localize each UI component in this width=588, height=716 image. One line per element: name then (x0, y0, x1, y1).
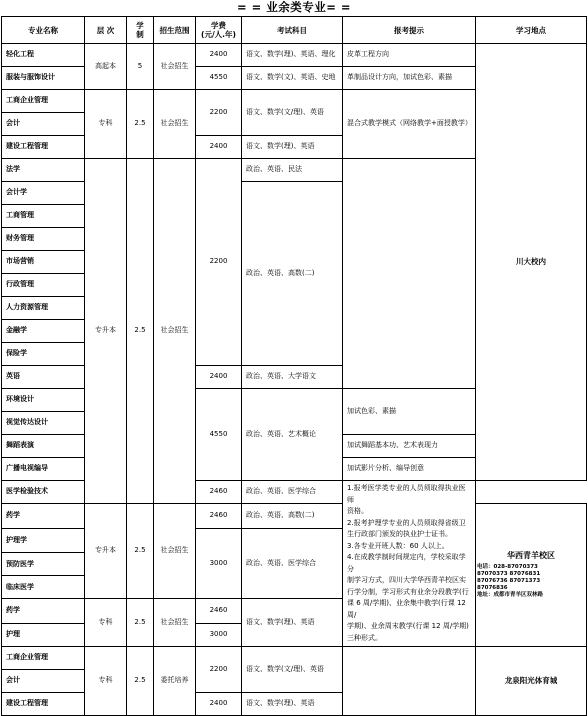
major-name: 工商企业管理 (2, 647, 85, 670)
scope-cell: 委托培养 (154, 647, 196, 716)
notes-cell: 加试舞蹈基本功、艺术表现力 (343, 435, 476, 458)
header-years-line: 制 (136, 30, 144, 39)
major-name: 广播电视编导 (2, 458, 85, 481)
note-line: 课 6 周/学期)、业余集中教学(行课 12 周/ (347, 599, 466, 619)
major-name: 轻化工程 (2, 44, 85, 67)
major-name: 临床医学 (2, 576, 85, 599)
page-title: = = 业余类专业= = (236, 0, 352, 14)
subjects-cell: 政治、英语、高数(二) (242, 182, 343, 366)
header-subjects: 考试科目 (242, 17, 343, 44)
note-line: 学期)、业余周末教学(行课 12 周/学期) (347, 622, 469, 630)
subjects-cell: 政治、英语、医学综合 (242, 528, 343, 599)
level-cell: 专科 (85, 90, 127, 159)
subjects-cell: 语文、数学(文/理)、英语 (242, 90, 343, 136)
major-name: 财务管理 (2, 228, 85, 251)
subjects-cell: 政治、英语、高数(二) (242, 504, 343, 529)
notes-cell: 加试影片分析、编导创意 (343, 458, 476, 481)
years-cell: 2.5 (127, 504, 154, 599)
subjects-cell: 语文、数学(理)、英语、理化 (242, 44, 343, 67)
level-cell: 专科 (85, 599, 127, 647)
fee-cell: 2460 (196, 481, 242, 504)
major-name: 会计学 (2, 182, 85, 205)
subjects-cell: 政治、英语、民法 (242, 159, 343, 182)
note-line: 4.在成教学制时间规定内，学校采取学分 (347, 553, 466, 573)
years-cell: 5 (127, 44, 154, 90)
scope-cell: 社会招生 (154, 159, 196, 504)
subjects-cell: 政治、英语、艺术概论 (242, 389, 343, 481)
level-cell: 专升本 (85, 159, 127, 504)
note-line: 三种形式。 (347, 633, 382, 642)
notes-cell: 革制品设计方向，加试色彩、素描 (343, 67, 476, 90)
subjects-cell: 政治、英语、医学综合 (242, 481, 343, 504)
header-years (127, 17, 154, 44)
major-name: 视觉传达设计 (2, 412, 85, 435)
major-name: 工商企业管理 (2, 90, 85, 113)
fee-cell: 3000 (196, 528, 242, 599)
location-contact: 87070373 87076831 (477, 570, 541, 577)
fee-cell: 2460 (196, 599, 242, 624)
fee-cell: 2200 (196, 647, 242, 693)
level-cell: 高起本 (85, 44, 127, 90)
note-line: 资格。 (347, 507, 368, 515)
notes-cell-medical (343, 481, 476, 647)
scope-cell: 社会招生 (154, 90, 196, 159)
years-cell: 2.5 (127, 159, 154, 504)
major-name: 服装与服饰设计 (2, 67, 85, 90)
header-notes: 报考提示 (343, 17, 476, 44)
notes-cell-empty (343, 647, 476, 716)
major-name: 建设工程管理 (2, 136, 85, 159)
level-cell: 专科 (85, 647, 127, 716)
level-cell: 专升本 (85, 504, 127, 599)
fee-cell: 2400 (196, 136, 242, 159)
years-cell: 2.5 (127, 90, 154, 159)
location-contact: 87076836 (477, 584, 508, 591)
location-cell-longquan: 龙泉阳光体育城 (476, 647, 587, 716)
header-scope: 招生范围 (154, 17, 196, 44)
fee-cell: 2400 (196, 693, 242, 716)
fee-cell: 2400 (196, 44, 242, 67)
major-name: 会计 (2, 670, 85, 693)
major-name: 行政管理 (2, 274, 85, 297)
note-line: 3.各专业开班人数：60 人以上。 (347, 541, 449, 550)
header-row (2, 17, 587, 44)
header-location: 学习地点 (476, 17, 587, 44)
subjects-cell: 语文、数学(理)、英语 (242, 136, 343, 159)
location-cell: 川大校内 (476, 44, 587, 481)
header-level: 层 次 (85, 17, 127, 44)
notes-cell: 皮革工程方向 (343, 44, 476, 67)
table-row (2, 504, 587, 529)
major-name: 工商管理 (2, 205, 85, 228)
major-name: 环境设计 (2, 389, 85, 412)
program-table (1, 16, 587, 716)
major-name: 英语 (2, 366, 85, 389)
fee-cell: 4550 (196, 67, 242, 90)
notes-cell: 加试色彩、素描 (343, 389, 476, 435)
major-name: 护理 (2, 624, 85, 647)
fee-cell: 2400 (196, 366, 242, 389)
fee-cell: 2200 (196, 159, 242, 366)
major-name: 法学 (2, 159, 85, 182)
fee-cell: 2200 (196, 90, 242, 136)
major-name: 人力资源管理 (2, 297, 85, 320)
subjects-cell: 语文、数学(理)、英语 (242, 693, 343, 716)
note-line: 生行政部门颁发的执业护士证书。 (347, 530, 452, 538)
location-address: 地址：成都市青羊区双林路 (477, 591, 544, 598)
major-name: 药学 (2, 599, 85, 624)
subjects-cell: 语文、数学(文)、英语、史地 (242, 67, 343, 90)
location-contact: 87076736 87071373 (477, 577, 541, 584)
note-line: 行学分制，学习形式有业余分段教学(行 (347, 587, 469, 596)
major-name: 护理学 (2, 528, 85, 553)
header-fee (196, 17, 242, 44)
major-name: 舞蹈表演 (2, 435, 85, 458)
header-fee-line: (元/人.年) (201, 30, 236, 39)
major-name: 会计 (2, 113, 85, 136)
header-major: 专业名称 (2, 17, 85, 44)
scope-cell: 社会招生 (154, 504, 196, 599)
subjects-cell: 语文、数学(理)、英语 (242, 599, 343, 647)
fee-cell: 2460 (196, 504, 242, 529)
notes-cell: 混合式教学模式（网络教学+面授教学） (343, 90, 476, 159)
years-cell: 2.5 (127, 599, 154, 647)
major-name: 建设工程管理 (2, 693, 85, 716)
note-line: 制学习方式，四川大学华西青羊校区实 (347, 576, 466, 584)
table-row (2, 44, 587, 67)
scope-cell: 社会招生 (154, 44, 196, 90)
fee-cell: 3000 (196, 624, 242, 647)
major-name: 预防医学 (2, 553, 85, 576)
major-name: 保险学 (2, 343, 85, 366)
notes-cell-empty (343, 159, 476, 389)
years-cell: 2.5 (127, 647, 154, 716)
location-contact: 电话：028-87070373 (477, 563, 538, 570)
note-line: 1.报考医学类专业的人员须取得执业医师 (347, 484, 466, 504)
subjects-cell: 语文、数学(文/理)、英语 (242, 647, 343, 693)
location-cell-huaxi (476, 504, 587, 647)
major-name: 医学检验技术 (2, 481, 85, 504)
major-name: 药学 (2, 504, 85, 529)
major-name: 金融学 (2, 320, 85, 343)
subjects-cell: 政治、英语、大学语文 (242, 366, 343, 389)
fee-cell: 4550 (196, 389, 242, 481)
note-line: 2.报考护理学专业的人员须取得省级卫 (347, 518, 466, 527)
major-name: 市场营销 (2, 251, 85, 274)
location-name: 华西青羊校区 (507, 551, 555, 561)
table-row (2, 647, 587, 670)
header-years-line: 学 (136, 21, 144, 30)
header-fee-line: 学费 (211, 21, 226, 30)
scope-cell: 社会招生 (154, 599, 196, 647)
